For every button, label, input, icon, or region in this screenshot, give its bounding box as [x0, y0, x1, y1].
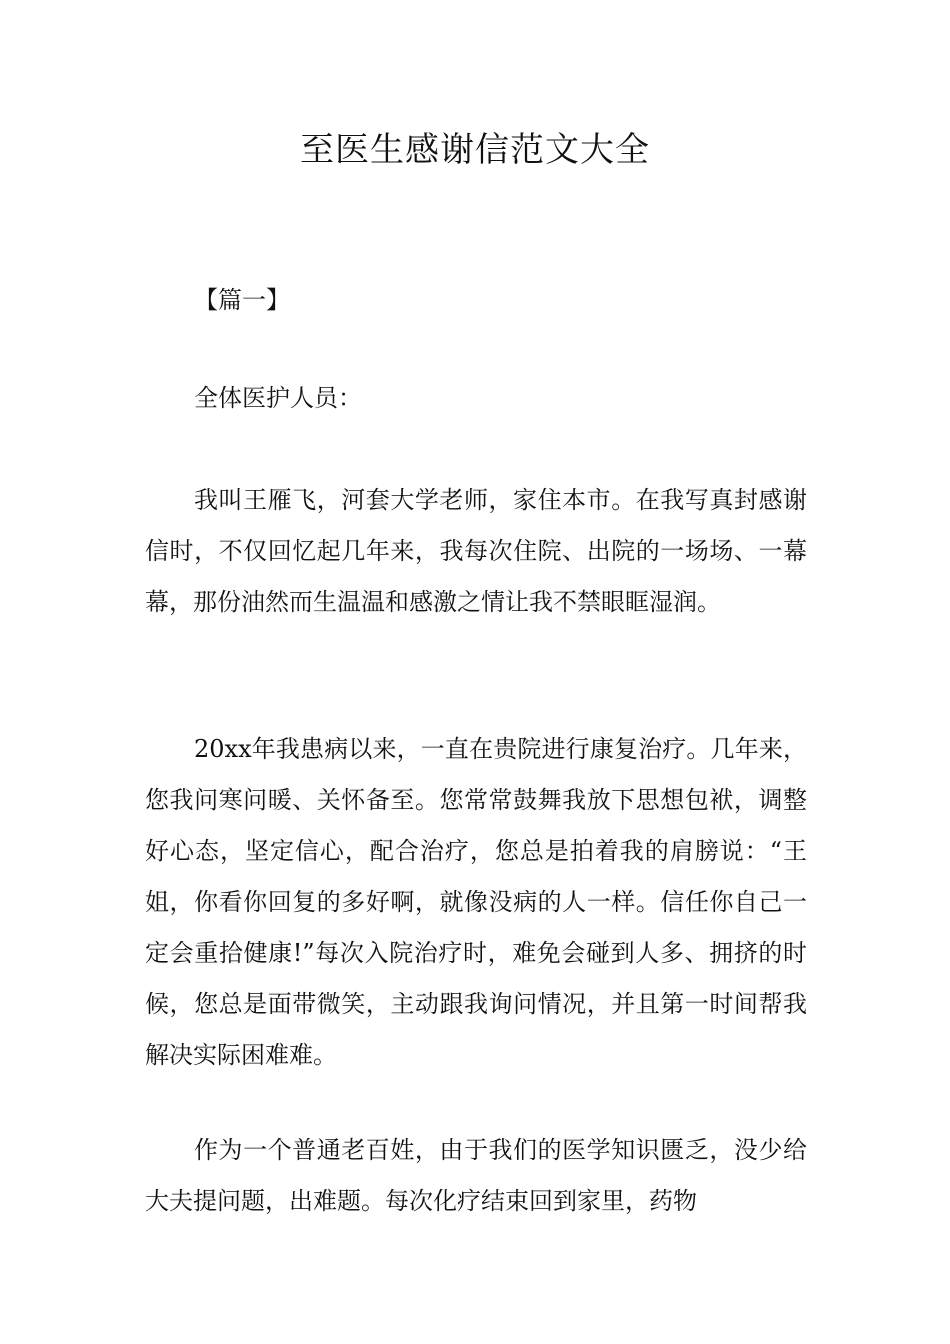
- body-paragraph-1: 我叫王雁飞，河套大学老师，家住本市。在我写真封感谢信时，不仅回忆起几年来，我每次住院、出院的一场场、一幕幕，那份油然而生温温和感激之情让我不禁眼眶湿润。: [145, 486, 807, 616]
- body-paragraph-3: 作为一个普通老百姓，由于我们的医学知识匮乏，没少给大夫提问题，出难题。每次化疗结束回到家里，药物: [145, 1136, 807, 1215]
- document-title: 至医生感谢信范文大全: [300, 130, 650, 170]
- section-label: 【篇一】: [194, 286, 290, 314]
- body-paragraph-2: 20xx年我患病以来，一直在贵院进行康复治疗。几年来，您我问寒问暖、关怀备至。您常常鼓舞我放下思想包袱，调整好心态，坚定信心，配合治疗，您总是拍着我的肩膀说：“王姐，你看你回复的多好啊，就像没病的人一样。信任你自己一定会重拾健康!”每次入院治疗时，难免会碰到人多、拥挤的时候，您总是面带微笑，主动跟我询问情况，并且第一时间帮我解决实际困难难。: [145, 735, 807, 1069]
- letter-salutation: 全体医护人员：: [194, 384, 362, 412]
